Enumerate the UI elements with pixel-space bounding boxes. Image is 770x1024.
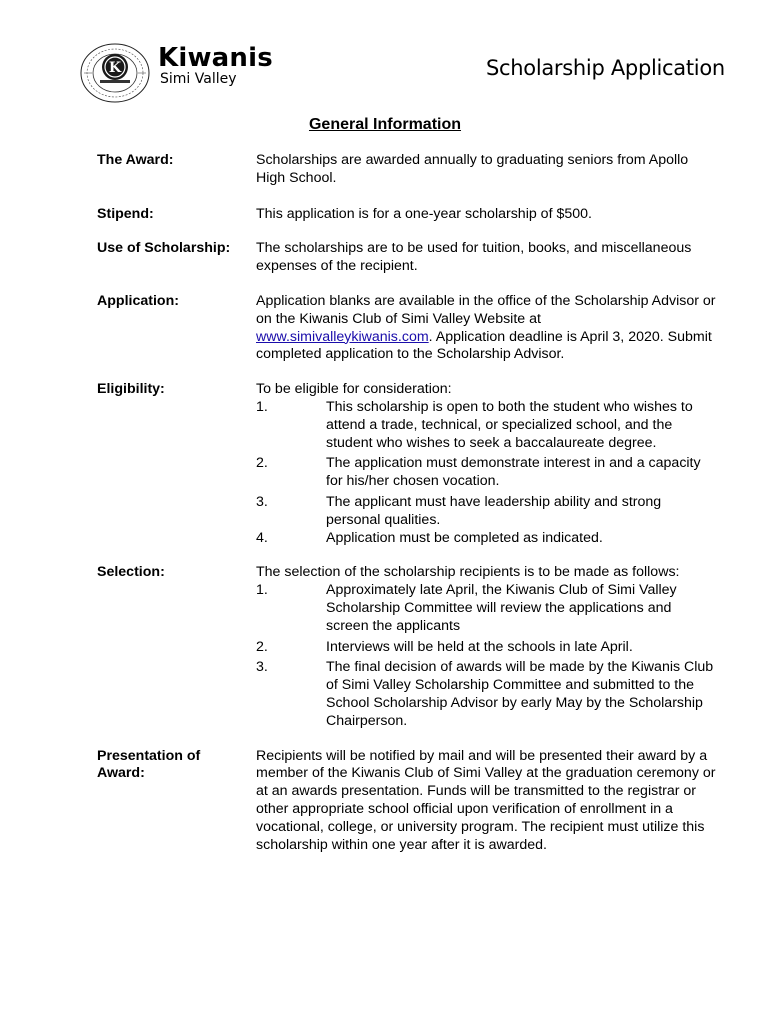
kiwanis-logo <box>80 40 150 108</box>
award-text: Scholarships are awarded annually to graduating seniors from Apollo High School. <box>256 152 689 186</box>
award-label: The Award: <box>97 152 174 168</box>
eligibility-item <box>256 399 716 452</box>
use-label: Use of Scholarship: <box>97 240 231 257</box>
use-text: The scholarships are to be used for tuition, books, and miscellaneous expenses of the recipient. <box>256 240 692 275</box>
item-text: This scholarship is open to both the student who wishes to attend a trade, technical, or specialized school, and the student who wishes to seek a baccalaureate degree. <box>326 398 693 451</box>
item-number: 1. <box>256 398 268 415</box>
document-header <box>0 0 770 100</box>
presentation-label-line2: Award: <box>97 765 145 782</box>
application-text-after: . Application deadline is April 3, 2020. Submit completed application to the Scholarship Advisor. <box>256 328 712 363</box>
presentation-label <box>97 748 247 784</box>
presentation-row <box>97 748 717 855</box>
eligibility-label: Eligibility: <box>97 381 165 398</box>
eligibility-intro: To be eligible for consideration: <box>256 381 452 398</box>
item-number: 1. <box>256 582 268 599</box>
application-label: Application: <box>97 292 179 309</box>
item-number: 3. <box>256 493 268 510</box>
website-link[interactable]: www.simivalleykiwanis.com <box>256 328 429 345</box>
eligibility-body <box>256 381 716 547</box>
application-text-before: Application blanks are available in the office of the Scholarship Advisor or on the Kiwanis Club of Simi Valley Website at <box>256 292 716 327</box>
selection-item <box>256 639 716 657</box>
general-information <box>97 152 717 854</box>
selection-item <box>256 582 716 635</box>
eligibility-item <box>256 455 716 491</box>
document-title: Scholarship Application <box>486 56 725 80</box>
selection-body <box>256 564 716 730</box>
presentation-text: Recipients will be notified by mail and will be presented their award by a member of the Kiwanis Club of Simi Valley at the graduation ceremony or at an awards presentation. Funds will be transmitted to the registrar or other appropriate school official upon verification of enrollment in a vocational, college, or university program. The recipient must utilize this scholarship within one year after it is awarded. <box>256 747 716 853</box>
use-row <box>97 240 717 276</box>
eligibility-row <box>97 381 717 547</box>
item-text: Application must be completed as indicated. <box>326 529 603 546</box>
item-text: The applicant must have leadership ability and strong personal qualities. <box>326 493 662 528</box>
item-text: Interviews will be held at the schools in late April. <box>326 638 633 655</box>
eligibility-item <box>256 494 716 530</box>
item-number: 3. <box>256 659 268 676</box>
application-text <box>256 293 716 364</box>
stipend-row <box>97 206 717 224</box>
presentation-label-line1: Presentation of <box>97 747 201 764</box>
brand-subtitle: Simi Valley <box>160 71 237 87</box>
selection-label: Selection: <box>97 564 165 581</box>
item-number: 2. <box>256 455 268 472</box>
brand <box>158 44 273 86</box>
item-text: The final decision of awards will be made by the Kiwanis Club of Simi Valley Scholarship Committee and submitted to the School Scholarship Advisor by early May by the Scholarship Chairperson. <box>326 659 714 729</box>
stipend-label: Stipend: <box>97 205 154 222</box>
application-row <box>97 293 717 364</box>
item-text: The application must demonstrate interest in and a capacity for his/her chosen vocation. <box>326 455 701 490</box>
item-number: 2. <box>256 638 268 655</box>
selection-item <box>256 659 716 730</box>
section-title: General Information <box>308 116 462 133</box>
eligibility-item <box>256 530 716 548</box>
stipend-text: This application is for a one-year scholarship of $500. <box>256 205 592 222</box>
award-row <box>97 152 717 188</box>
selection-intro: The selection of the scholarship recipients is to be made as follows: <box>256 564 680 581</box>
item-number: 4. <box>256 529 268 546</box>
selection-row <box>97 564 717 730</box>
svg-text:K: K <box>108 60 122 76</box>
brand-name: Kiwanis <box>158 43 273 73</box>
kiwanis-seal-icon <box>80 40 150 108</box>
item-text: Approximately late April, the Kiwanis Club of Simi Valley Scholarship Committee will review the applications and screen the applicants <box>326 582 677 634</box>
